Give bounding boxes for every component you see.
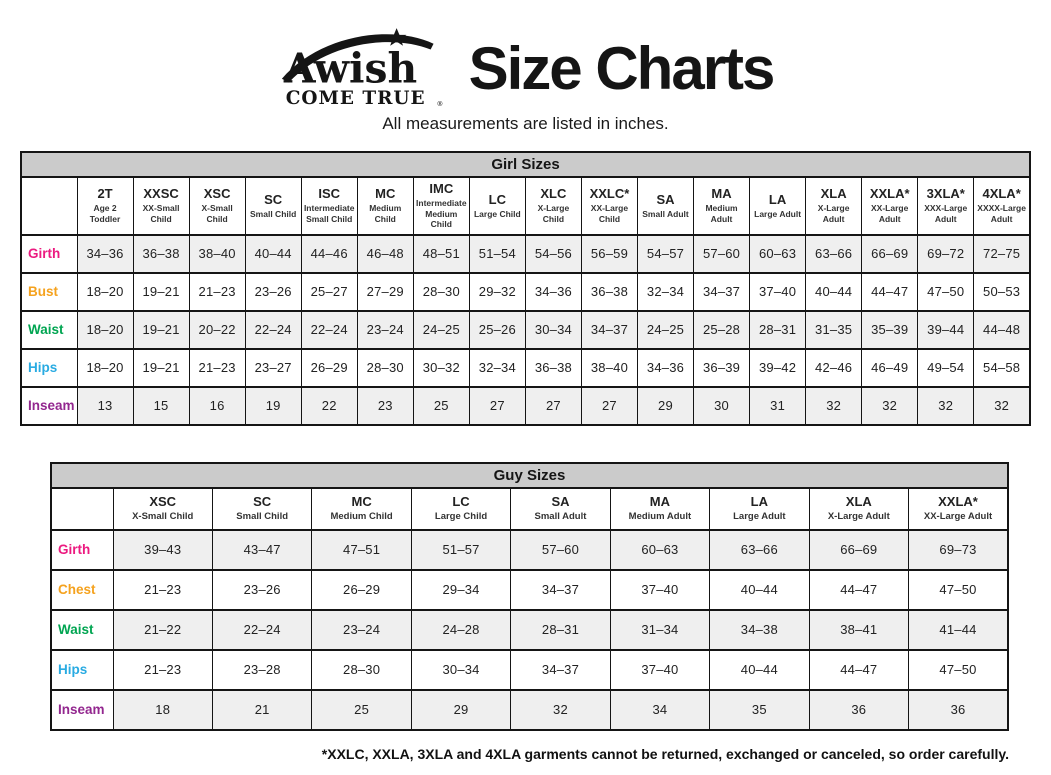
subtitle: All measurements are listed in inches. bbox=[382, 114, 669, 133]
table-cell: 29–32 bbox=[469, 273, 525, 311]
table-cell: 22 bbox=[301, 387, 357, 425]
table-row-waist bbox=[51, 610, 1008, 650]
size-code: IMC bbox=[429, 181, 454, 196]
table-cell: 18–20 bbox=[77, 311, 133, 349]
size-code: SA bbox=[551, 493, 570, 509]
logo-line1: Awish bbox=[283, 44, 417, 93]
registered-mark: ® bbox=[436, 99, 443, 108]
size-column-header bbox=[357, 177, 413, 235]
size-description: XXX-Large Adult bbox=[924, 203, 968, 224]
table-cell: 34–36 bbox=[525, 273, 581, 311]
size-code: SA bbox=[656, 191, 675, 207]
table-cell: 31 bbox=[750, 387, 806, 425]
table-cell: 24–28 bbox=[411, 610, 510, 650]
size-column-header bbox=[212, 488, 311, 530]
table-cell: 26–29 bbox=[312, 570, 411, 610]
table-cell: 26–29 bbox=[301, 349, 357, 387]
table-cell: 34–37 bbox=[694, 273, 750, 311]
size-description: Age 2 Toddler bbox=[89, 203, 121, 224]
table-cell: 32–34 bbox=[469, 349, 525, 387]
size-code: ISC bbox=[318, 186, 341, 202]
size-description: Medium Child bbox=[369, 203, 402, 224]
table-cell: 25–26 bbox=[469, 311, 525, 349]
table-cell: 47–50 bbox=[918, 273, 974, 311]
size-column-header bbox=[806, 177, 862, 235]
table-cell: 43–47 bbox=[212, 530, 311, 570]
table-cell: 42–46 bbox=[806, 349, 862, 387]
size-description: X-Small Child bbox=[201, 203, 233, 224]
size-column-header bbox=[525, 177, 581, 235]
table-row-hips bbox=[51, 650, 1008, 690]
table-cell: 32–34 bbox=[637, 273, 693, 311]
size-code: XLA bbox=[820, 186, 847, 202]
table-cell: 18–20 bbox=[77, 349, 133, 387]
guy-sizes-table bbox=[50, 462, 1009, 731]
table-cell: 24–25 bbox=[637, 311, 693, 349]
table-cell: 54–58 bbox=[974, 349, 1030, 387]
size-column-header bbox=[918, 177, 974, 235]
table-row-inseam bbox=[51, 690, 1008, 730]
table-cell: 46–49 bbox=[862, 349, 918, 387]
table-cell: 34–37 bbox=[581, 311, 637, 349]
table-cell: 36–39 bbox=[694, 349, 750, 387]
size-code: XLC bbox=[540, 186, 567, 202]
table-cell: 34–37 bbox=[511, 650, 610, 690]
page-header bbox=[0, 0, 1051, 112]
table-cell: 21–23 bbox=[189, 349, 245, 387]
row-label-girth: Girth bbox=[21, 235, 77, 273]
table-cell: 29–34 bbox=[411, 570, 510, 610]
table-cell: 21–23 bbox=[113, 650, 212, 690]
size-description: Intermediate Medium Child bbox=[416, 197, 467, 230]
table-cell: 60–63 bbox=[610, 530, 709, 570]
size-code: LA bbox=[750, 493, 769, 509]
size-description: Medium Child bbox=[330, 510, 393, 522]
table-cell: 69–73 bbox=[909, 530, 1009, 570]
size-code: XXLA* bbox=[938, 493, 978, 509]
table-cell: 19–21 bbox=[133, 349, 189, 387]
size-description: XX-Large Child bbox=[590, 203, 629, 224]
table-cell: 36–38 bbox=[525, 349, 581, 387]
table-row-inseam bbox=[21, 387, 1030, 425]
size-column-header bbox=[809, 488, 908, 530]
table-cell: 36 bbox=[909, 690, 1009, 730]
size-code: XXLA* bbox=[869, 186, 910, 202]
table-cell: 16 bbox=[189, 387, 245, 425]
size-description: XX-Small Child bbox=[142, 203, 180, 224]
table-cell: 44–47 bbox=[862, 273, 918, 311]
table-cell: 23–26 bbox=[245, 273, 301, 311]
table-cell: 21–23 bbox=[113, 570, 212, 610]
table-cell: 25 bbox=[312, 690, 411, 730]
table-cell: 36–38 bbox=[133, 235, 189, 273]
table-cell: 47–50 bbox=[909, 570, 1009, 610]
table-cell: 23–24 bbox=[312, 610, 411, 650]
table-cell: 15 bbox=[133, 387, 189, 425]
table-cell: 21–23 bbox=[189, 273, 245, 311]
table-cell: 27 bbox=[581, 387, 637, 425]
table-cell: 27–29 bbox=[357, 273, 413, 311]
size-code: MC bbox=[375, 186, 396, 202]
table-cell: 37–40 bbox=[610, 650, 709, 690]
row-label-inseam: Inseam bbox=[51, 690, 113, 730]
blank-corner-cell bbox=[51, 488, 113, 530]
size-column-header bbox=[411, 488, 510, 530]
size-column-header bbox=[189, 177, 245, 235]
table-cell: 38–41 bbox=[809, 610, 908, 650]
table-cell: 63–66 bbox=[710, 530, 809, 570]
size-description: Small Adult bbox=[534, 510, 587, 522]
table-cell: 34 bbox=[610, 690, 709, 730]
row-label-hips: Hips bbox=[21, 349, 77, 387]
size-column-header bbox=[312, 488, 411, 530]
table-cell: 57–60 bbox=[694, 235, 750, 273]
size-code: XXLC* bbox=[589, 186, 630, 202]
table-cell: 22–24 bbox=[212, 610, 311, 650]
blank-corner-cell bbox=[21, 177, 77, 235]
table-cell: 34–36 bbox=[77, 235, 133, 273]
table-cell: 72–75 bbox=[974, 235, 1030, 273]
table-cell: 28–30 bbox=[357, 349, 413, 387]
table-cell: 23–26 bbox=[212, 570, 311, 610]
table-cell: 40–44 bbox=[710, 650, 809, 690]
table-cell: 25–28 bbox=[694, 311, 750, 349]
table-cell: 28–31 bbox=[750, 311, 806, 349]
table-cell: 18–20 bbox=[77, 273, 133, 311]
table-cell: 40–44 bbox=[806, 273, 862, 311]
table-cell: 32 bbox=[918, 387, 974, 425]
size-description: Small Child bbox=[236, 510, 289, 522]
table-cell: 28–31 bbox=[511, 610, 610, 650]
table-row-chest bbox=[51, 570, 1008, 610]
table-cell: 41–44 bbox=[909, 610, 1009, 650]
table-cell: 40–44 bbox=[710, 570, 809, 610]
table-cell: 13 bbox=[77, 387, 133, 425]
table-row-bust bbox=[21, 273, 1030, 311]
table-cell: 19 bbox=[245, 387, 301, 425]
table-cell: 34–36 bbox=[637, 349, 693, 387]
table-cell: 47–51 bbox=[312, 530, 411, 570]
table-cell: 47–50 bbox=[909, 650, 1009, 690]
table-cell: 30–34 bbox=[525, 311, 581, 349]
table-cell: 35 bbox=[710, 690, 809, 730]
table-cell: 39–42 bbox=[750, 349, 806, 387]
page-title: Size Charts bbox=[468, 35, 774, 102]
table-cell: 22–24 bbox=[301, 311, 357, 349]
size-column-header bbox=[77, 177, 133, 235]
table-cell: 44–47 bbox=[809, 650, 908, 690]
table-row-waist bbox=[21, 311, 1030, 349]
size-column-header bbox=[301, 177, 357, 235]
size-description: X-Small Child bbox=[132, 510, 194, 522]
table-cell: 18 bbox=[113, 690, 212, 730]
table-cell: 66–69 bbox=[862, 235, 918, 273]
table-cell: 23–24 bbox=[357, 311, 413, 349]
table-cell: 25 bbox=[413, 387, 469, 425]
size-code: LC bbox=[452, 493, 470, 509]
table-cell: 63–66 bbox=[806, 235, 862, 273]
girl-table-title: Girl Sizes bbox=[21, 152, 1030, 177]
table-cell: 51–57 bbox=[411, 530, 510, 570]
size-code: XXSC bbox=[143, 186, 179, 202]
size-code: LC bbox=[488, 191, 507, 207]
table-cell: 29 bbox=[637, 387, 693, 425]
table-cell: 28–30 bbox=[312, 650, 411, 690]
table-cell: 51–54 bbox=[469, 235, 525, 273]
size-column-header bbox=[909, 488, 1009, 530]
table-cell: 48–51 bbox=[413, 235, 469, 273]
table-row-hips bbox=[21, 349, 1030, 387]
table-cell: 69–72 bbox=[918, 235, 974, 273]
table-cell: 29 bbox=[411, 690, 510, 730]
size-code: SC bbox=[264, 191, 283, 207]
girl-sizes-table bbox=[20, 151, 1031, 426]
size-description: X-Large Child bbox=[537, 203, 570, 224]
table-cell: 19–21 bbox=[133, 311, 189, 349]
table-cell: 32 bbox=[862, 387, 918, 425]
table-cell: 32 bbox=[511, 690, 610, 730]
size-column-header bbox=[581, 177, 637, 235]
table-cell: 38–40 bbox=[581, 349, 637, 387]
size-description: Large Child bbox=[434, 510, 488, 522]
row-label-waist: Waist bbox=[51, 610, 113, 650]
table-cell: 22–24 bbox=[245, 311, 301, 349]
table-cell: 39–44 bbox=[918, 311, 974, 349]
size-code: MA bbox=[711, 186, 732, 202]
table-cell: 44–48 bbox=[974, 311, 1030, 349]
size-description: Small Adult bbox=[642, 208, 689, 219]
table-cell: 20–22 bbox=[189, 311, 245, 349]
table-cell: 37–40 bbox=[750, 273, 806, 311]
size-description: Medium Adult bbox=[705, 203, 738, 224]
size-column-header bbox=[511, 488, 610, 530]
size-description: X-Large Adult bbox=[827, 510, 890, 522]
table-cell: 35–39 bbox=[862, 311, 918, 349]
table-cell: 60–63 bbox=[750, 235, 806, 273]
awish-come-true-logo bbox=[278, 28, 453, 110]
guy-table-title: Guy Sizes bbox=[51, 463, 1008, 488]
table-cell: 30–34 bbox=[411, 650, 510, 690]
table-cell: 36 bbox=[809, 690, 908, 730]
table-cell: 56–59 bbox=[581, 235, 637, 273]
table-cell: 32 bbox=[974, 387, 1030, 425]
table-cell: 44–47 bbox=[809, 570, 908, 610]
size-column-header bbox=[133, 177, 189, 235]
row-label-chest: Chest bbox=[51, 570, 113, 610]
size-code: SC bbox=[253, 493, 272, 509]
size-column-header bbox=[469, 177, 525, 235]
table-cell: 28–30 bbox=[413, 273, 469, 311]
size-column-header bbox=[245, 177, 301, 235]
size-column-header bbox=[750, 177, 806, 235]
table-cell: 54–57 bbox=[637, 235, 693, 273]
size-column-header bbox=[694, 177, 750, 235]
size-column-header bbox=[974, 177, 1030, 235]
table-cell: 24–25 bbox=[413, 311, 469, 349]
size-column-header bbox=[710, 488, 809, 530]
size-description: X-Large Adult bbox=[817, 203, 850, 224]
table-cell: 44–46 bbox=[301, 235, 357, 273]
size-description: Medium Adult bbox=[628, 510, 692, 522]
table-cell: 30 bbox=[694, 387, 750, 425]
table-cell: 23–27 bbox=[245, 349, 301, 387]
row-label-inseam: Inseam bbox=[21, 387, 77, 425]
table-cell: 31–35 bbox=[806, 311, 862, 349]
table-cell: 39–43 bbox=[113, 530, 212, 570]
row-label-bust: Bust bbox=[21, 273, 77, 311]
size-description: XX-Large Adult bbox=[923, 510, 993, 522]
logo-graphic bbox=[278, 28, 453, 110]
size-description: Large Adult bbox=[733, 510, 786, 522]
table-row-girth bbox=[51, 530, 1008, 570]
table-cell: 49–54 bbox=[918, 349, 974, 387]
size-column-header bbox=[637, 177, 693, 235]
size-description: Large Child bbox=[473, 208, 521, 219]
table-cell: 31–34 bbox=[610, 610, 709, 650]
size-description: Large Adult bbox=[754, 208, 802, 219]
size-column-header bbox=[862, 177, 918, 235]
row-label-hips: Hips bbox=[51, 650, 113, 690]
size-column-header bbox=[113, 488, 212, 530]
table-cell: 46–48 bbox=[357, 235, 413, 273]
size-code: XLA bbox=[845, 493, 872, 509]
size-description: Small Child bbox=[250, 208, 297, 219]
table-cell: 21–22 bbox=[113, 610, 212, 650]
table-cell: 50–53 bbox=[974, 273, 1030, 311]
size-code: XSC bbox=[149, 493, 177, 509]
table-cell: 32 bbox=[806, 387, 862, 425]
size-description: Intermediate Small Child bbox=[303, 203, 355, 224]
size-code: 4XLA* bbox=[982, 186, 1021, 202]
size-description: XX-Large Adult bbox=[871, 203, 909, 224]
table-cell: 30–32 bbox=[413, 349, 469, 387]
table-cell: 36–38 bbox=[581, 273, 637, 311]
size-code: LA bbox=[768, 191, 787, 207]
table-cell: 38–40 bbox=[189, 235, 245, 273]
footnote: *XXLC, XXLA, 3XLA and 4XLA garments cannot be returned, exchanged or canceled, so order carefully. bbox=[321, 745, 1009, 762]
table-cell: 25–27 bbox=[301, 273, 357, 311]
table-cell: 37–40 bbox=[610, 570, 709, 610]
size-code: XSC bbox=[203, 186, 231, 202]
size-code: MA bbox=[649, 493, 671, 509]
size-column-header bbox=[610, 488, 709, 530]
size-code: 3XLA* bbox=[926, 186, 965, 202]
table-cell: 66–69 bbox=[809, 530, 908, 570]
table-cell: 23–28 bbox=[212, 650, 311, 690]
table-cell: 21 bbox=[212, 690, 311, 730]
size-code: MC bbox=[351, 493, 372, 509]
table-cell: 40–44 bbox=[245, 235, 301, 273]
table-cell: 54–56 bbox=[525, 235, 581, 273]
table-cell: 27 bbox=[525, 387, 581, 425]
table-cell: 27 bbox=[469, 387, 525, 425]
size-description: XXXX-Large Adult bbox=[977, 203, 1026, 224]
table-cell: 23 bbox=[357, 387, 413, 425]
table-row-girth bbox=[21, 235, 1030, 273]
table-cell: 34–38 bbox=[710, 610, 809, 650]
row-label-waist: Waist bbox=[21, 311, 77, 349]
row-label-girth: Girth bbox=[51, 530, 113, 570]
table-cell: 19–21 bbox=[133, 273, 189, 311]
size-column-header bbox=[413, 177, 469, 235]
table-cell: 34–37 bbox=[511, 570, 610, 610]
table-cell: 57–60 bbox=[511, 530, 610, 570]
logo-line2: COME TRUE bbox=[285, 88, 426, 110]
star-icon bbox=[386, 28, 405, 46]
size-code: 2T bbox=[97, 186, 113, 202]
